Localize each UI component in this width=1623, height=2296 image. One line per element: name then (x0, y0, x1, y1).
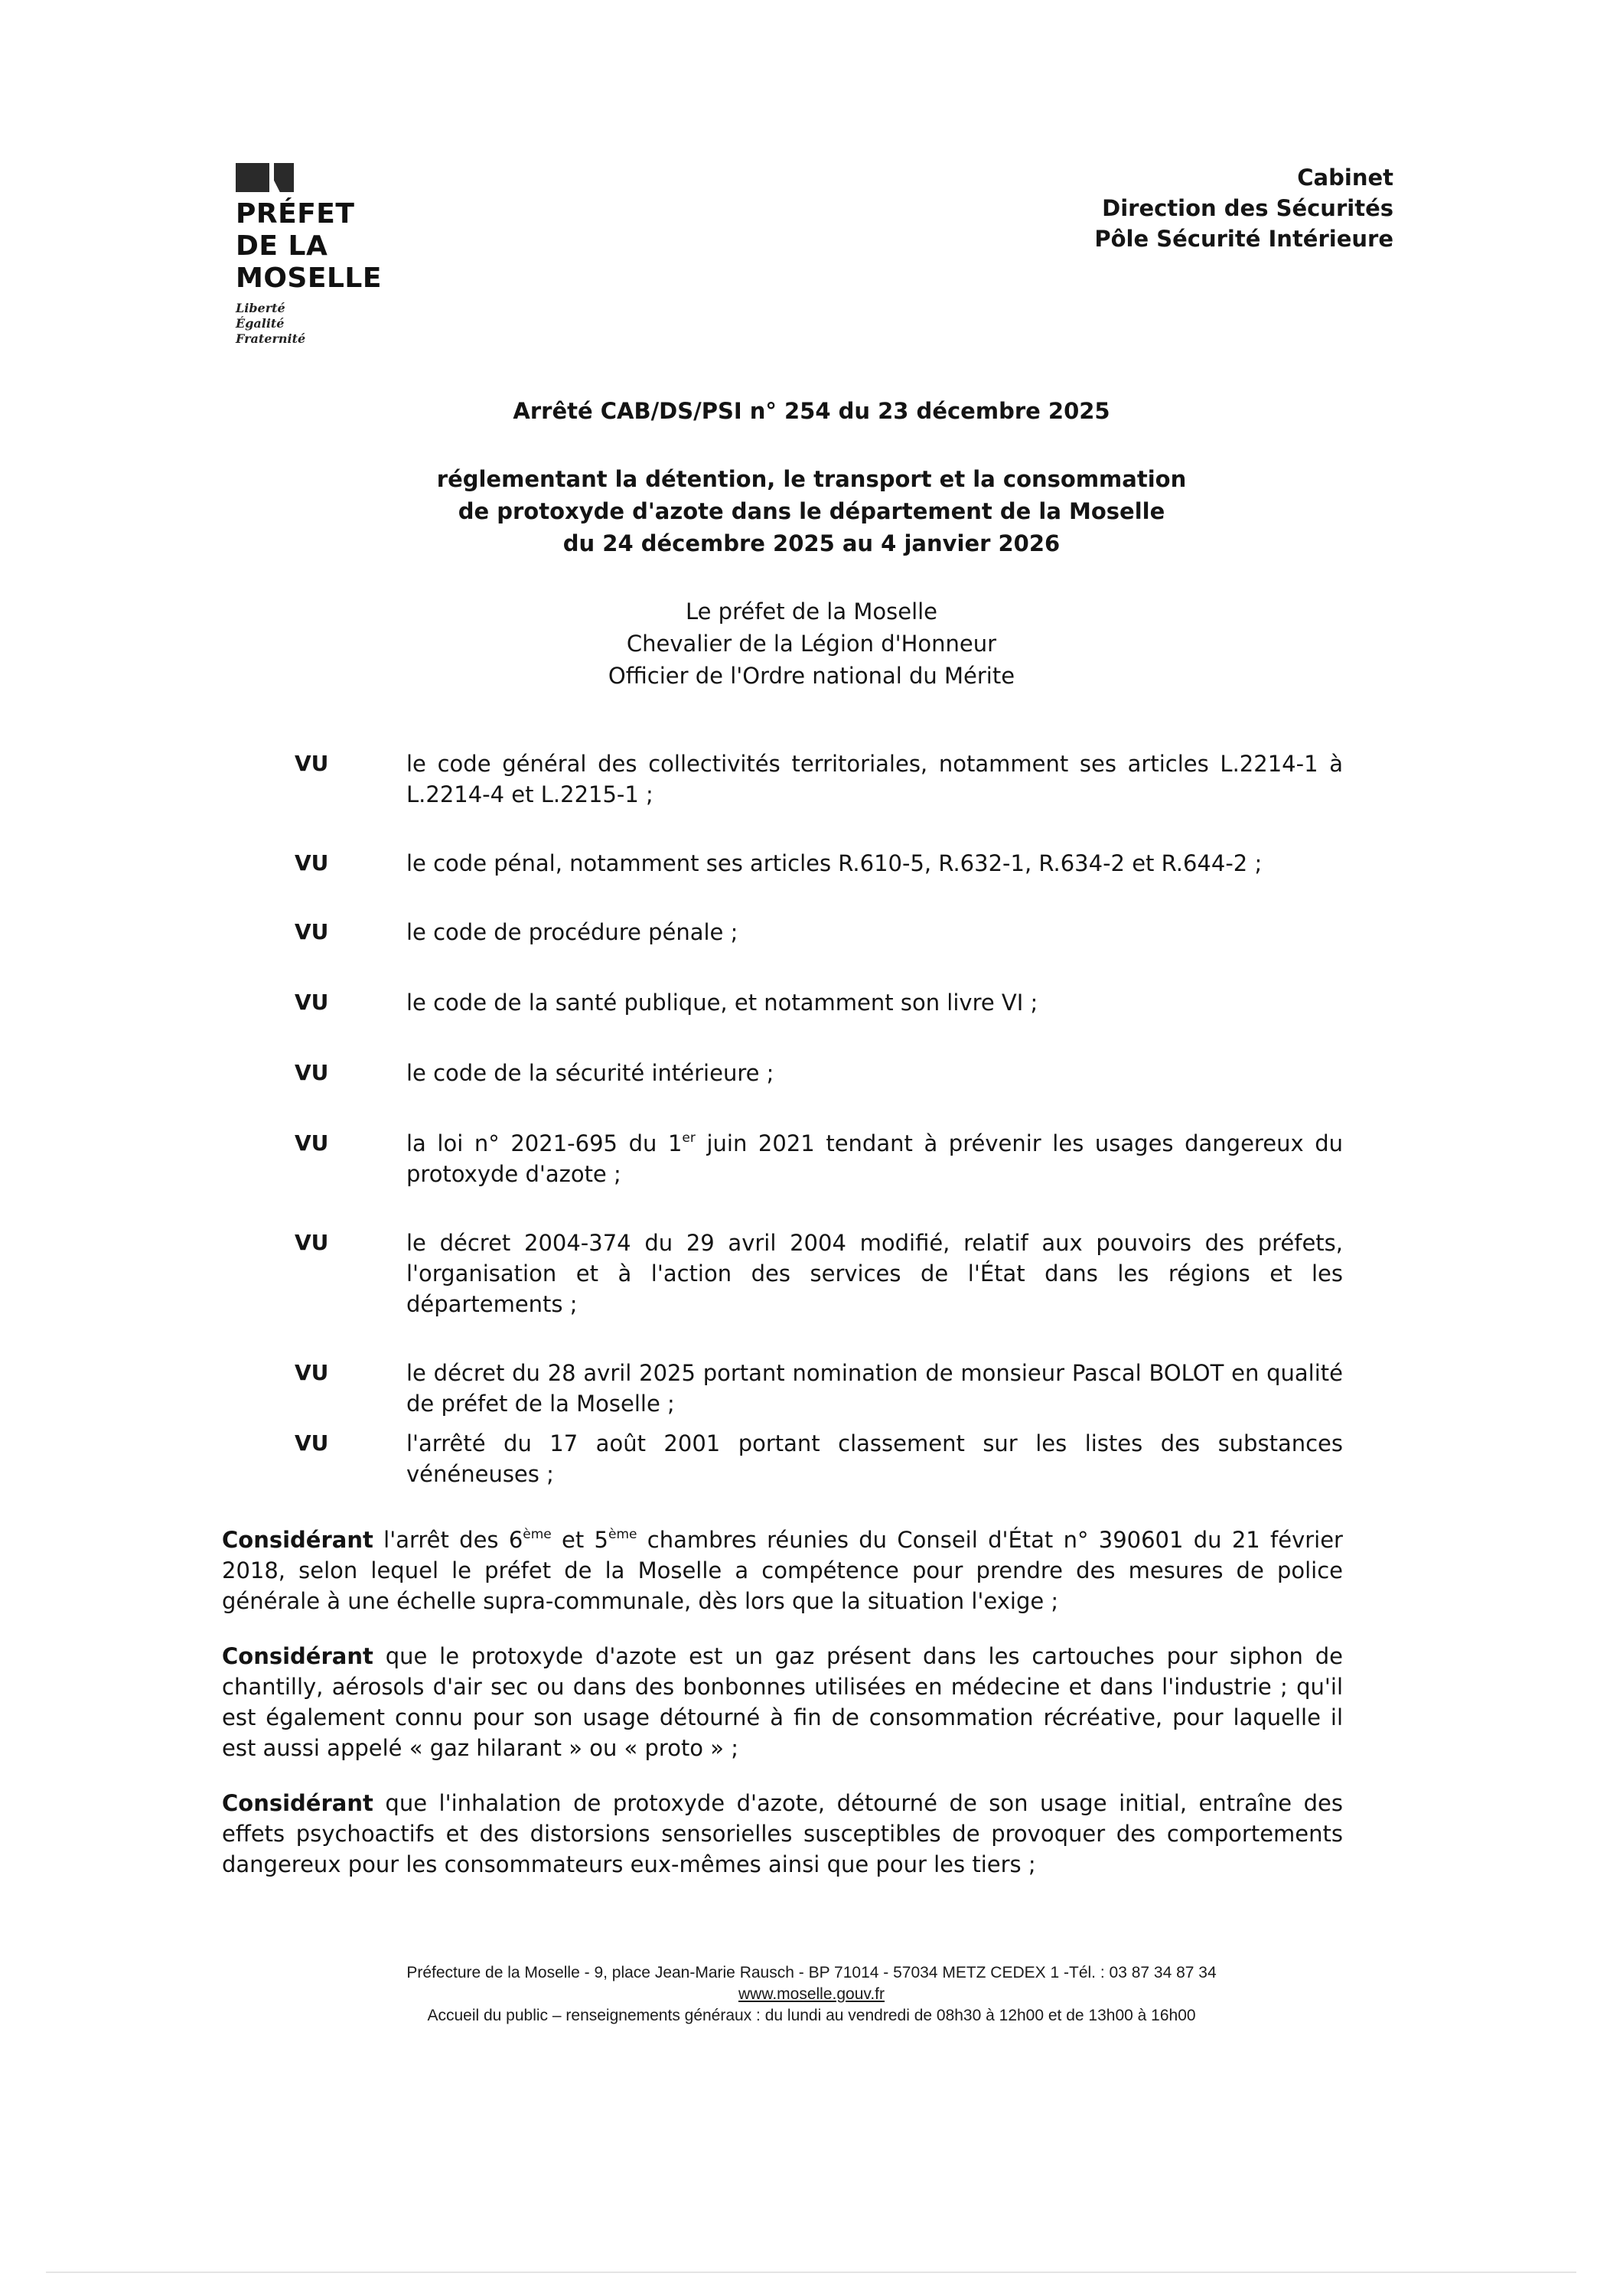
considerant-text: que le protoxyde d'azote est un gaz présent dans les cartouches pour siphon de chantilly, aérosols d'air sec ou dans des bonbonnes utilisées en médecine et dans l'industrie ; qu'il est également connu pour son usage détourné à fin de consommation récréative, pour laquelle il est aussi appelé « gaz hilarant » ou « proto » ; (222, 1643, 1344, 1761)
vu-item (295, 848, 1343, 879)
devise (236, 301, 481, 347)
subject-line-1: réglementant la détention, le transport et la consommation (436, 466, 1187, 492)
vu-text: le code de la santé publique, et notamment son livre VI ; (406, 990, 1038, 1016)
vu-label: VU (295, 1360, 329, 1385)
considerant-paragraph (222, 1641, 1343, 1763)
prefect-line-1: Le préfet de la Moselle (685, 598, 938, 625)
vu-text: le code de procédure pénale ; (406, 919, 738, 945)
vu-item (295, 1228, 1343, 1319)
vu-text: le code pénal, notamment ses articles R.610-5, R.632-1, R.634-2 et R.644-2 ; (406, 850, 1263, 876)
vu-label: VU (295, 1060, 329, 1085)
marianne-icon (236, 157, 481, 192)
vu-text (406, 1128, 1343, 1189)
vu-label: VU (295, 990, 329, 1015)
decree-number: Arrêté CAB/DS/PSI n° 254 du 23 décembre 2025 (513, 398, 1110, 424)
footer-url[interactable]: www.moselle.gouv.fr (738, 1985, 885, 2003)
vu-label: VU (295, 1230, 329, 1255)
vu-text: le code de la sécurité intérieure ; (406, 1060, 774, 1086)
devise-fraternite: Fraternité (236, 331, 306, 346)
cons1-sup1: ème (523, 1527, 552, 1542)
considerant-label: Considérant (222, 1790, 373, 1816)
service-direction: Direction des Sécurités (1102, 195, 1393, 221)
cons1-b: et 5 (551, 1527, 609, 1553)
prefect-line-2: Chevalier de la Légion d'Honneur (626, 631, 997, 657)
prefect-line-3: Officier de l'Ordre national du Mérite (608, 663, 1015, 689)
logo-line-1: PRÉFET (236, 198, 355, 230)
subject-line-2: de protoxyde d'azote dans le département de la Moselle (458, 498, 1165, 524)
subject-line-3: du 24 décembre 2025 au 4 janvier 2026 (562, 530, 1061, 556)
service-header (1094, 162, 1393, 254)
footer-address: Préfecture de la Moselle - 9, place Jean-Marie Rausch - BP 71014 - 57034 METZ CEDEX 1 -Tél. : 03 87 34 87 34 (406, 1964, 1217, 1981)
devise-liberte: Liberté (236, 301, 285, 315)
service-cabinet: Cabinet (1297, 165, 1393, 191)
logo-line-2: DE LA MOSELLE (236, 230, 382, 294)
vu-label: VU (295, 1130, 329, 1156)
vu-label: VU (295, 1430, 329, 1456)
devise-egalite: Égalité (236, 316, 285, 331)
cons1-sup2: ème (608, 1527, 637, 1542)
cons1-c: chambres réunies du Conseil d'État n° 390601 du 21 février 2018, selon lequel le préfet de la Moselle a compétence pour prendre des mesures de police générale à une échelle supra-communale, dès lors que la situation l'exige ; (222, 1527, 1343, 1614)
vu-item (295, 1128, 1343, 1189)
cons1-a: l'arrêt des 6 (373, 1527, 523, 1553)
prefecture-logo (236, 157, 481, 347)
vu6-before: la loi n° 2021-695 du 1 (406, 1130, 683, 1156)
vu-text: l'arrêté du 17 août 2001 portant classement sur les listes des substances vénéneuses ; (406, 1430, 1343, 1487)
service-pole: Pôle Sécurité Intérieure (1094, 226, 1393, 252)
scan-edge (46, 2272, 1576, 2273)
vu6-after: juin 2021 tendant à prévenir les usages dangereux du protoxyde d'azote ; (406, 1130, 1343, 1187)
vu-text: le code général des collectivités territoriales, notamment ses articles L.2214-1 à L.2214-4 et L.2215-1 ; (406, 751, 1343, 807)
prefect-titles (0, 595, 1623, 692)
considerant-paragraph (222, 1525, 1343, 1616)
vu-item (295, 917, 1343, 947)
vu-item (295, 1428, 1343, 1489)
considerant-paragraph (222, 1788, 1343, 1880)
vu-text: le décret du 28 avril 2025 portant nomination de monsieur Pascal BOLOT en qualité de préfet de la Moselle ; (406, 1360, 1343, 1417)
vu-label: VU (295, 850, 329, 876)
footer-hours: Accueil du public – renseignements généraux : du lundi au vendredi de 08h30 à 12h00 et de 13h00 à 16h00 (427, 2007, 1196, 2024)
vu-text: le décret 2004-374 du 29 avril 2004 modifié, relatif aux pouvoirs des préfets, l'organisation et à l'action des services de l'État dans les régions et les départements ; (406, 1230, 1343, 1317)
vu-item (295, 987, 1343, 1018)
vu-item (295, 1358, 1343, 1419)
vu6-sup: er (682, 1130, 696, 1146)
considerant-text: que l'inhalation de protoxyde d'azote, détourné de son usage initial, entraîne des effets psychoactifs et des distorsions sensorielles susceptibles de provoquer des comportements dangereux pour les consommateurs eux-mêmes ainsi que pour les tiers ; (222, 1790, 1344, 1877)
considerant-label: Considérant (222, 1527, 373, 1553)
footer (0, 1962, 1623, 2027)
decree-subject (0, 463, 1623, 559)
vu-label: VU (295, 919, 329, 944)
vu-item (295, 748, 1343, 810)
considerant-label: Considérant (222, 1643, 373, 1669)
vu-item (295, 1058, 1343, 1088)
vu-label: VU (295, 751, 329, 776)
